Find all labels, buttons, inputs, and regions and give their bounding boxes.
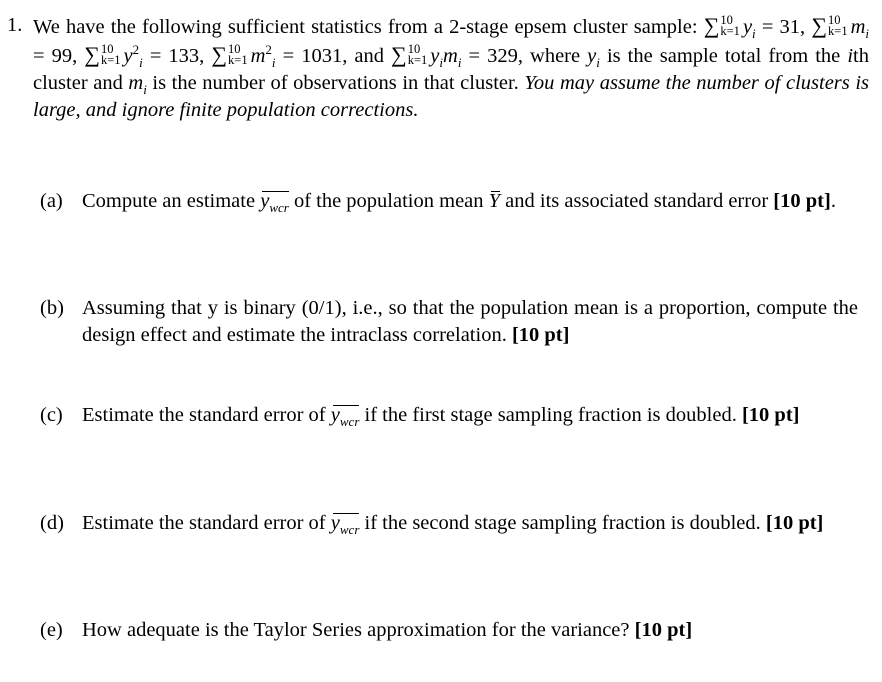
and-word: and — [354, 45, 384, 67]
part-a-points: [10 pt] — [773, 190, 831, 212]
part-d-points: [10 pt] — [765, 512, 824, 534]
problem-1 — [7, 12, 869, 124]
part-b-label: (b) — [40, 297, 64, 319]
part-e — [40, 617, 858, 644]
estimator-symbol: $y_{wcr}$ — [260, 190, 289, 216]
part-a-label: (a) — [40, 190, 63, 212]
problem-statement — [33, 12, 869, 124]
part-d-text: Estimate the standard error of $y_{wcr}$ if the second stage sampling fraction is doubled. [10 pt] — [82, 512, 824, 538]
population-mean-symbol: Y — [489, 188, 500, 215]
where-text-4: is the number of observations in that cluster. — [152, 72, 519, 94]
part-a — [40, 188, 858, 215]
part-c-text: Estimate the standard error of $y_{wcr}$ if the first stage sampling fraction is doubled. [10 pt] — [82, 404, 800, 430]
where-text-1: where — [530, 45, 581, 67]
part-b — [40, 295, 858, 349]
where-text-2: is the sample total from the — [606, 45, 841, 67]
part-e-text: How adequate is the Taylor Series approximation for the variance? [10 pt] — [82, 619, 693, 641]
part-c — [40, 402, 858, 429]
part-d-label: (d) — [40, 512, 64, 534]
part-e-label: (e) — [40, 619, 63, 641]
part-c-label: (c) — [40, 404, 63, 426]
part-d — [40, 510, 858, 537]
part-e-points: [10 pt] — [634, 619, 693, 641]
estimator-symbol: $y_{wcr}$ — [330, 404, 360, 430]
problem-intro: We have the following sufficient statistics from a 2-stage epsem cluster sample: — [33, 16, 698, 38]
stat-sum-y-squared: ∑ 10 k=1 $y^2_i = 133$, — [84, 42, 205, 71]
stat-sum-y: ∑ 10 k=1 $y_i = 31$, — [703, 13, 806, 42]
stat-sum-m-squared: ∑ 10 k=1 $m^2_i = 1031$, — [211, 42, 348, 71]
stat-sum-m: ∑ 10 k=1 $m_i = 99$, — [33, 13, 870, 67]
problem-note: You may assume the number of clusters is large, and ignore finite population corrections. — [33, 72, 870, 121]
var-i: i — [847, 45, 854, 67]
stat-sum-ym: ∑ 10 k=1 $y_im_i = 329$, — [391, 42, 523, 71]
problem-number: 1. — [7, 14, 23, 36]
part-b-points: [10 pt] — [511, 324, 570, 346]
where-text-3: th cluster and — [33, 45, 869, 94]
part-b-text: Assuming that y is binary (0/1), i.e., so that the population mean is a proportion, compute the design effect and estimate the intraclass correlation. [10 pt] — [82, 297, 858, 346]
var-yi: $y_i$ — [587, 45, 600, 71]
part-c-points: [10 pt] — [741, 404, 800, 426]
var-mi: $m_i$ — [128, 72, 147, 98]
estimator-symbol: $y_{wcr}$ — [330, 512, 360, 538]
part-a-text: Compute an estimate $y_{wcr}$ of the population mean Y and its associated standard error [10 pt]. — [82, 190, 836, 216]
